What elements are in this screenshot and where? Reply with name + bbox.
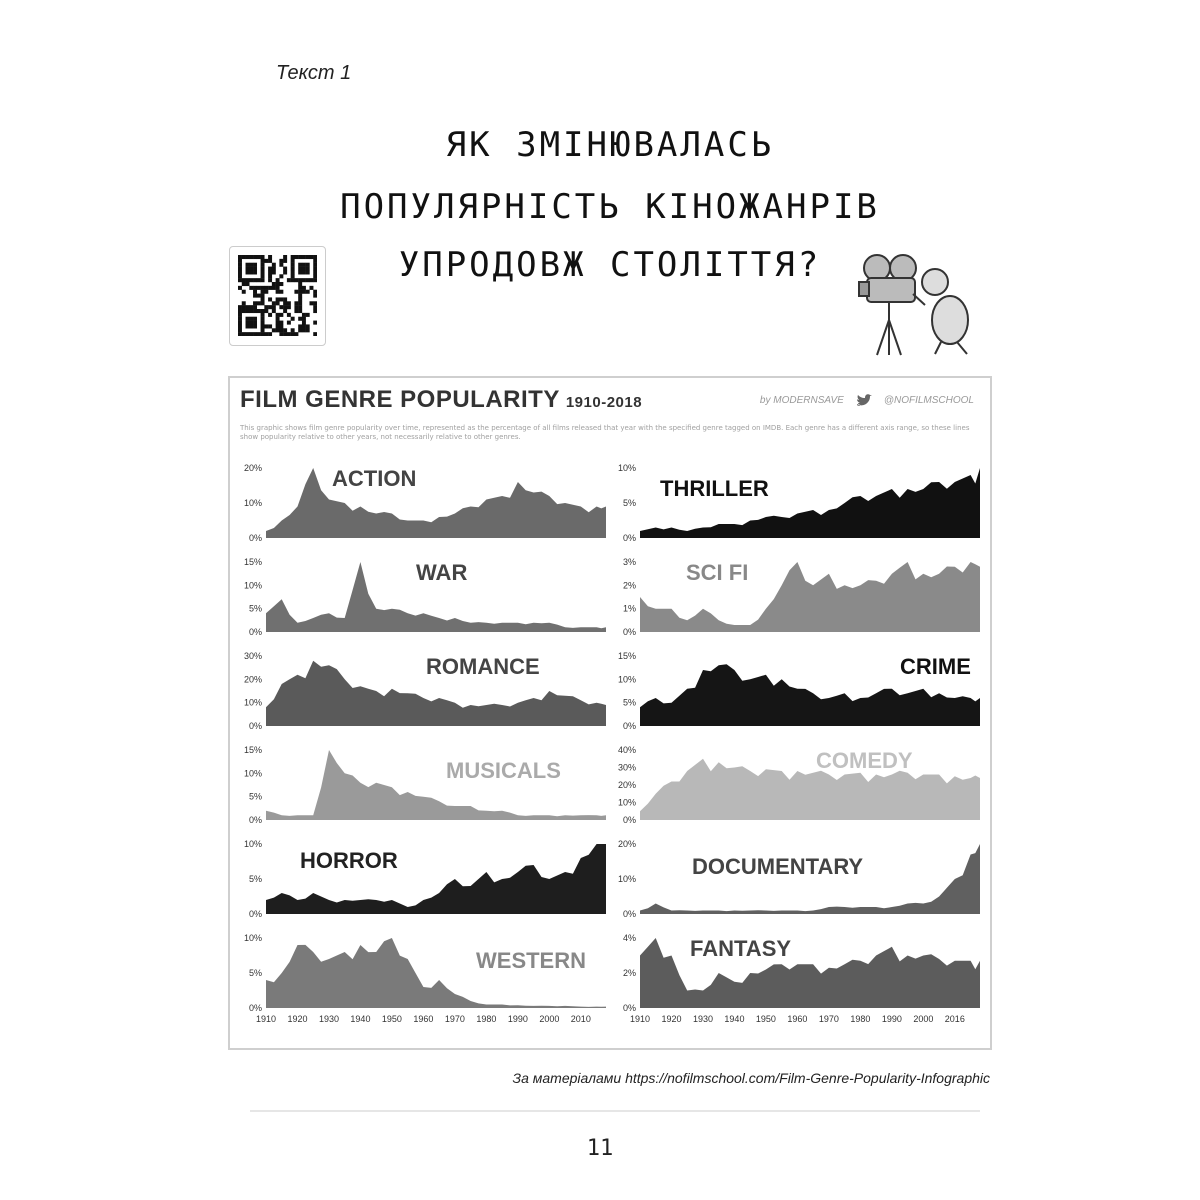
y-tick-label: 0% — [248, 909, 262, 919]
x-tick-label: 2000 — [539, 1014, 560, 1024]
genre-chart-grid — [230, 450, 986, 1040]
genre-label-fantasy: FANTASY — [690, 936, 792, 961]
y-tick-label: 30% — [243, 651, 262, 661]
y-tick-label: 0% — [622, 909, 636, 919]
y-tick-label: 0% — [622, 721, 636, 731]
x-tick-label: 1970 — [444, 1014, 465, 1024]
genre-label-crime: CRIME — [900, 654, 971, 679]
divider — [250, 1110, 980, 1112]
credit-handle: @NOFILMSCHOOL — [883, 395, 974, 406]
x-tick-label: 1910 — [255, 1014, 277, 1024]
infographic-panel — [228, 376, 992, 1050]
y-tick-label: 0% — [248, 533, 262, 543]
y-tick-label: 0% — [622, 815, 636, 825]
y-tick-label: 30% — [617, 762, 636, 773]
y-tick-label: 0% — [622, 1003, 636, 1013]
y-tick-label: 10% — [617, 797, 636, 808]
y-tick-label: 4% — [622, 933, 636, 943]
infographic-title-text: FILM GENRE POPULARITY — [240, 386, 560, 413]
y-tick-label: 1% — [622, 603, 636, 614]
y-tick-label: 15% — [617, 651, 636, 661]
y-tick-label: 10% — [243, 933, 262, 943]
y-tick-label: 2% — [622, 580, 636, 591]
y-tick-label: 0% — [622, 533, 636, 543]
page-number: 11 — [586, 1136, 614, 1161]
source-citation[interactable]: За матеріалами https://nofilmschool.com/Film-Genre-Popularity-Infographic — [512, 1070, 990, 1086]
y-tick-label: 5% — [622, 697, 636, 708]
x-tick-label: 1960 — [413, 1014, 434, 1024]
x-tick-label: 2000 — [913, 1014, 934, 1024]
genre-label-sci-fi: SCI FI — [686, 560, 749, 585]
x-tick-label: 1990 — [507, 1014, 528, 1024]
y-tick-label: 10% — [243, 697, 262, 708]
genre-label-horror: HORROR — [300, 848, 398, 873]
heading-line-2: ПОПУЛЯРНІСТЬ КІНОЖАНРІВ — [340, 187, 880, 227]
x-tick-label: 1970 — [818, 1014, 839, 1024]
y-tick-label: 5% — [248, 603, 262, 614]
y-tick-label: 3% — [622, 557, 636, 567]
x-tick-label: 1920 — [287, 1014, 308, 1024]
genre-label-documentary: DOCUMENTARY — [692, 854, 864, 879]
genre-label-romance: ROMANCE — [426, 654, 540, 679]
y-tick-label: 15% — [243, 745, 262, 755]
heading-line-1: ЯК ЗМІНЮВАЛАСЬ — [445, 125, 775, 165]
y-tick-label: 20% — [617, 839, 636, 849]
text-label: Текст 1 — [276, 62, 352, 84]
x-tick-label: 1980 — [850, 1014, 871, 1024]
y-tick-label: 0% — [248, 627, 262, 637]
y-tick-label: 0% — [622, 627, 636, 637]
x-tick-label: 1980 — [476, 1014, 497, 1024]
y-tick-label: 15% — [243, 557, 262, 567]
x-tick-label: 1940 — [724, 1014, 745, 1024]
infographic-title — [240, 386, 642, 414]
infographic-credit — [760, 394, 974, 407]
y-tick-label: 10% — [617, 674, 636, 685]
y-tick-label: 0% — [248, 1003, 262, 1013]
genre-label-western: WESTERN — [476, 948, 586, 973]
qr-code[interactable] — [229, 246, 326, 346]
heading-line-3: УПРОДОВЖ СТОЛІТТЯ? — [398, 245, 822, 285]
y-tick-label: 2% — [622, 968, 636, 978]
y-tick-label: 20% — [243, 674, 262, 685]
x-tick-label: 1960 — [787, 1014, 808, 1024]
y-tick-label: 20% — [617, 780, 636, 790]
x-tick-label: 1930 — [318, 1014, 339, 1024]
x-tick-label: 1940 — [350, 1014, 371, 1024]
x-tick-label: 1910 — [629, 1014, 651, 1024]
genre-label-thriller: THRILLER — [660, 476, 769, 501]
genre-label-action: ACTION — [332, 466, 417, 491]
y-tick-label: 10% — [243, 580, 262, 591]
y-tick-label: 10% — [243, 498, 262, 508]
x-tick-label: 1930 — [692, 1014, 713, 1024]
x-tick-label: 2010 — [570, 1014, 591, 1024]
genre-label-comedy: COMEDY — [816, 748, 913, 773]
y-tick-label: 10% — [243, 839, 262, 849]
y-tick-label: 5% — [248, 968, 262, 978]
x-tick-label: 1950 — [381, 1014, 402, 1024]
y-tick-label: 10% — [617, 874, 636, 884]
y-tick-label: 40% — [617, 745, 636, 755]
infographic-years: 1910-2018 — [565, 394, 643, 411]
area-action — [266, 468, 606, 538]
genre-label-musicals: MUSICALS — [446, 758, 561, 783]
area-comedy — [640, 759, 980, 820]
y-tick-label: 5% — [622, 498, 636, 508]
x-tick-label: 1920 — [661, 1014, 682, 1024]
x-tick-label: 1990 — [881, 1014, 902, 1024]
x-tick-label: 2016 — [944, 1014, 965, 1024]
y-tick-label: 10% — [617, 463, 636, 473]
twitter-bird-icon — [856, 394, 872, 407]
infographic-description: This graphic shows film genre popularity over time, represented as the percentage of all films released that year with the specified genre tagged on IMDB. Each genre has a different axis range, so these lines show popularity relative to other years, not necessarily relative to other genres. — [240, 424, 970, 441]
credit-author: by MODERNSAVE — [759, 395, 844, 406]
camera-operator-illustration — [855, 250, 975, 364]
y-tick-label: 5% — [248, 874, 262, 884]
x-tick-label: 1950 — [755, 1014, 776, 1024]
y-tick-label: 20% — [243, 463, 262, 473]
y-tick-label: 5% — [248, 791, 262, 802]
genre-label-war: WAR — [416, 560, 468, 585]
y-tick-label: 0% — [248, 721, 262, 731]
y-tick-label: 0% — [248, 815, 262, 825]
y-tick-label: 10% — [243, 768, 262, 779]
